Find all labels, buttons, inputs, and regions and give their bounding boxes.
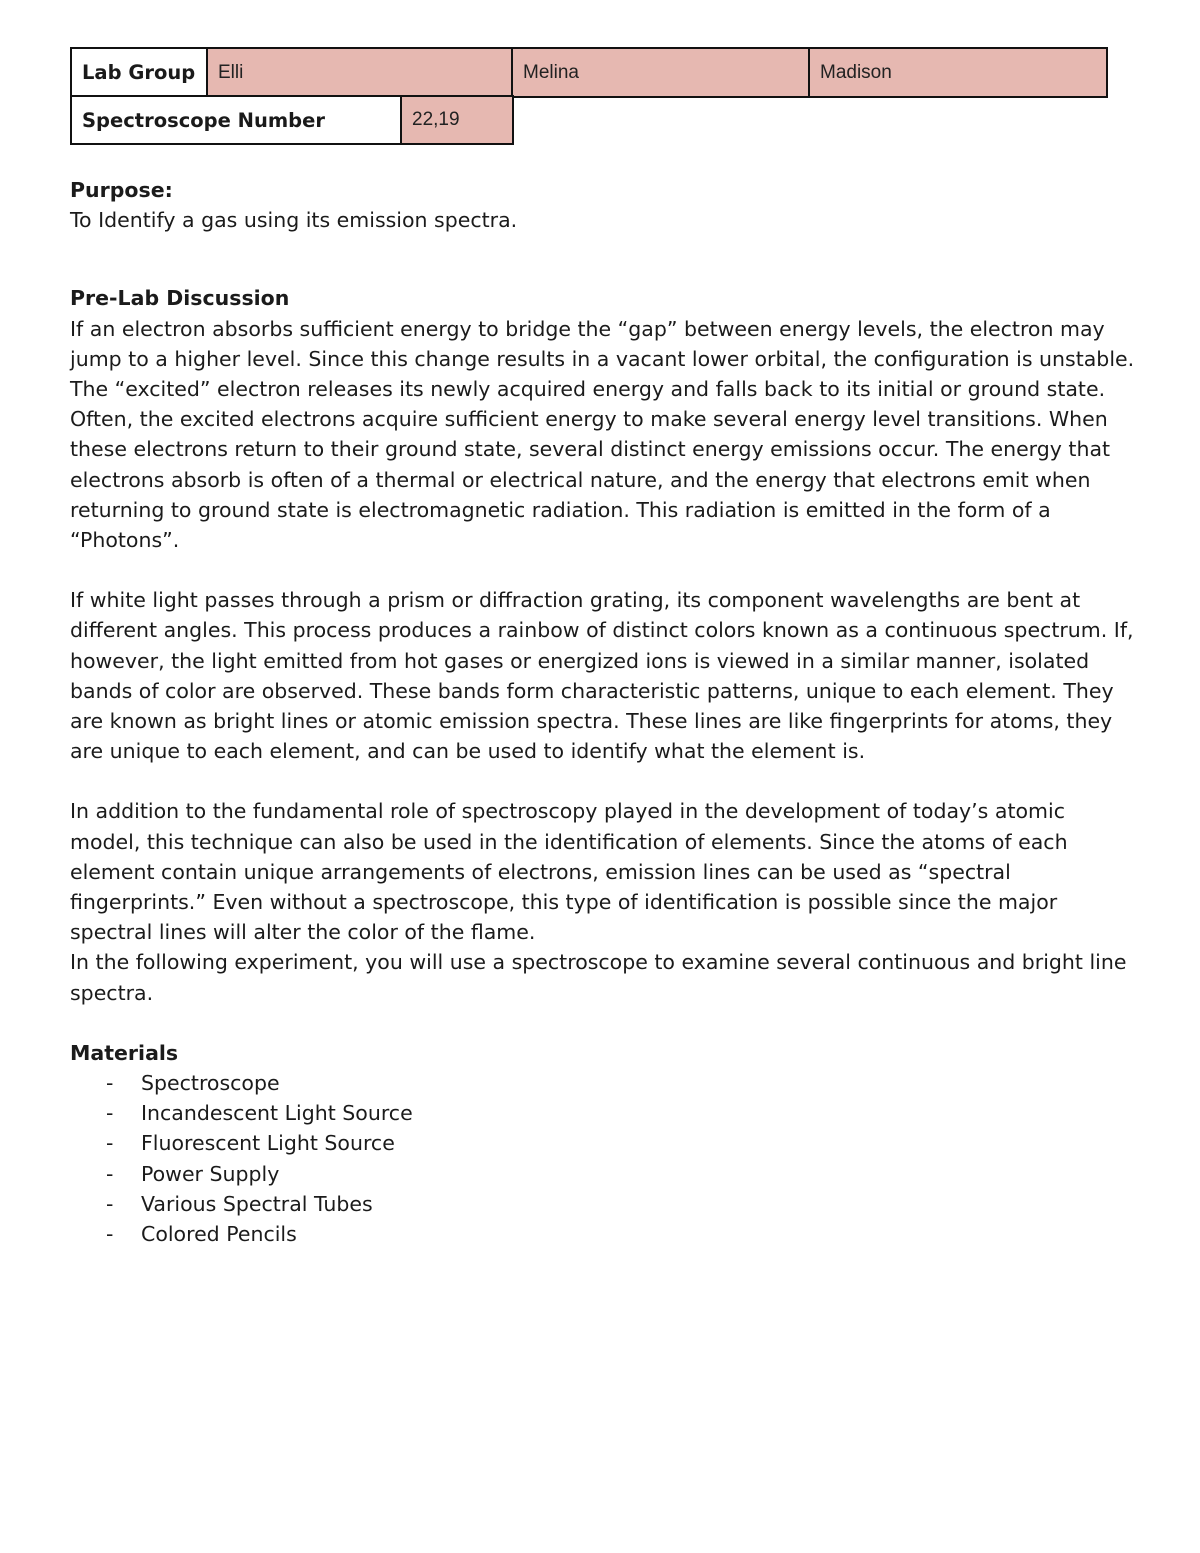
bullet-dash: - [106,1222,114,1247]
material-label: Spectroscope [141,1071,280,1096]
prelab-paragraph-1: If an electron absorbs sufficient energy to bridge the “gap” between energy levels, the electron may jump to a higher level. Since this change results in a vacant lower orbital, the configuration is unstable. The “excited” electron releases its newly acquired energy and falls back to its initial or ground state. Often, the excited electrons acquire sufficient energy to make several energy level transitions. When these electrons return to their ground state, several distinct energy emissions occur. The energy that electrons absorb is often of a thermal or electrical nature, and the energy that electrons emit when returning to ground state is electromagnetic radiation. This radiation is emitted in the form of a “Photons”. [70,316,1135,553]
bullet-dash: - [106,1191,114,1216]
purpose-heading: Purpose: [70,178,173,202]
material-label: Various Spectral Tubes [141,1191,373,1216]
document-body [70,175,1140,1249]
member-cell-1: Elli [206,47,514,98]
lab-group-table [70,47,1110,147]
list-item [70,1189,1140,1219]
material-label: Colored Pencils [141,1222,297,1247]
spectroscope-number-value: 22,19 [400,95,514,145]
purpose-text: To Identify a gas using its emission spectra. [70,208,518,233]
list-item [70,1159,1140,1189]
member-cell-2: Melina [511,47,811,98]
bullet-dash: - [106,1161,114,1186]
bullet-dash: - [106,1101,114,1126]
lab-group-label: Lab Group [70,47,209,98]
material-label: Fluorescent Light Source [141,1131,395,1156]
bullet-dash: - [106,1131,114,1156]
materials-list [70,1068,1140,1249]
prelab-paragraph-4: In the following experiment, you will use a spectroscope to examine several continuous and bright line spectra. [70,950,1127,1005]
material-label: Incandescent Light Source [141,1101,413,1126]
list-item [70,1219,1140,1249]
list-item [70,1128,1140,1158]
materials-heading: Materials [70,1040,179,1065]
spectroscope-number-label: Spectroscope Number [70,95,403,145]
list-item [70,1098,1140,1128]
prelab-paragraph-3: In addition to the fundamental role of spectroscopy played in the development of today’s atomic model, this technique can also be used in the identification of elements. Since the atoms of each element contain unique arrangements of electrons, emission lines can be used as “spectral fingerprints.” Even without a spectroscope, this type of identification is possible since the major spectral lines will alter the color of the flame. [70,799,1068,945]
material-label: Power Supply [141,1161,280,1186]
prelab-paragraph-2: If white light passes through a prism or diffraction grating, its component wavelengths are bent at different angles. This process produces a rainbow of distinct colors known as a continuous spectrum. If, however, the light emitted from hot gases or energized ions is viewed in a similar manner, isolated bands of color are observed. These bands form characteristic patterns, unique to each element. They are known as bright lines or atomic emission spectra. These lines are like fingerprints for atoms, they are unique to each element, and can be used to identify what the element is. [70,588,1134,764]
bullet-dash: - [106,1071,114,1096]
member-cell-3: Madison [808,47,1108,98]
prelab-heading: Pre-Lab Discussion [70,286,290,311]
list-item [70,1068,1140,1098]
